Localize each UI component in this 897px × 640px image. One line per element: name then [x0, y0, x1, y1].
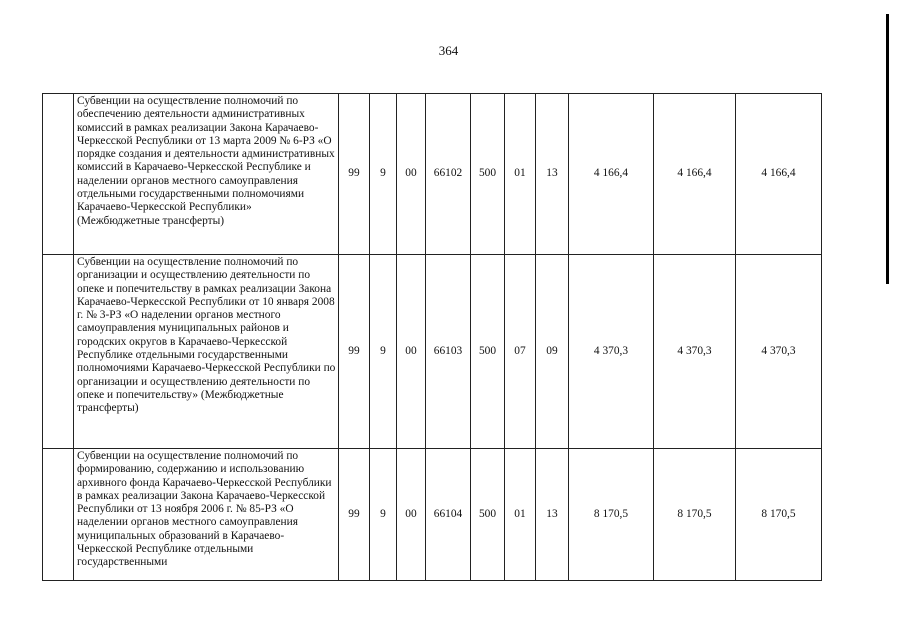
amount-cell: 4 166,4 — [569, 94, 654, 255]
row-description: Субвенции на осуществление полномочий по обеспечению деятельности административных комиссий в рамках реализации Закона Карачаево-Черкесской Республики от 13 марта 2009 № 6-РЗ «О порядке создания и деятельности административных комиссий в Карачаево-Черкесской Республике и наделении органов местного самоуправления отдельными государственными полномочиями Карачаево-Черкесской Республики» (Межбюджетные трансферты) — [74, 94, 339, 255]
code-cell: 07 — [505, 255, 536, 449]
amount-cell: 4 370,3 — [654, 255, 736, 449]
code-cell: 66104 — [426, 449, 471, 581]
code-cell: 9 — [370, 255, 397, 449]
amount-cell: 8 170,5 — [569, 449, 654, 581]
empty-cell — [43, 449, 74, 581]
row-description: Субвенции на осуществление полномочий по организации и осуществлению деятельности по опеке и попечительству в рамках реализации Закона Карачаево-Черкесской Республики от 10 января 2008 г. № 3-РЗ «О наделении органов местного самоуправления муниципальных районов и городских округов в Карачаево-Черкесской Республике отдельными государственными полномочиями Карачаево-Черкесской Республики по организации и осуществлению деятельности по опеке и попечительству» (Межбюджетные трансферты) — [74, 255, 339, 449]
amount-cell: 4 166,4 — [736, 94, 822, 255]
amount-cell: 8 170,5 — [736, 449, 822, 581]
amount-cell: 4 370,3 — [569, 255, 654, 449]
table-row — [43, 94, 822, 255]
code-cell: 00 — [397, 255, 426, 449]
code-cell: 66103 — [426, 255, 471, 449]
code-cell: 13 — [536, 449, 569, 581]
code-cell: 500 — [471, 449, 505, 581]
code-cell: 99 — [339, 449, 370, 581]
code-cell: 9 — [370, 449, 397, 581]
table-row — [43, 255, 822, 449]
code-cell: 66102 — [426, 94, 471, 255]
code-cell: 00 — [397, 94, 426, 255]
code-cell: 500 — [471, 94, 505, 255]
code-cell: 13 — [536, 94, 569, 255]
code-cell: 9 — [370, 94, 397, 255]
table-row — [43, 449, 822, 581]
code-cell: 99 — [339, 94, 370, 255]
code-cell: 01 — [505, 94, 536, 255]
code-cell: 99 — [339, 255, 370, 449]
amount-cell: 4 370,3 — [736, 255, 822, 449]
code-cell: 00 — [397, 449, 426, 581]
empty-cell — [43, 94, 74, 255]
scan-edge-mark — [886, 14, 889, 284]
empty-cell — [43, 255, 74, 449]
code-cell: 500 — [471, 255, 505, 449]
amount-cell: 8 170,5 — [654, 449, 736, 581]
code-cell: 01 — [505, 449, 536, 581]
code-cell: 09 — [536, 255, 569, 449]
amount-cell: 4 166,4 — [654, 94, 736, 255]
budget-table — [42, 93, 822, 581]
page-number: 364 — [438, 43, 459, 58]
row-description: Субвенции на осуществление полномочий по формированию, содержанию и использованию архивного фонда Карачаево-Черкесской Республики в рамках реализации Закона Карачаево-Черкесской Республики от 13 ноября 2006 г. № 85-РЗ «О наделении органов местного самоуправления муниципальных образований в Карачаево-Черкесской Республике отдельными государственными — [77, 450, 332, 569]
row-description-cell — [74, 449, 339, 581]
